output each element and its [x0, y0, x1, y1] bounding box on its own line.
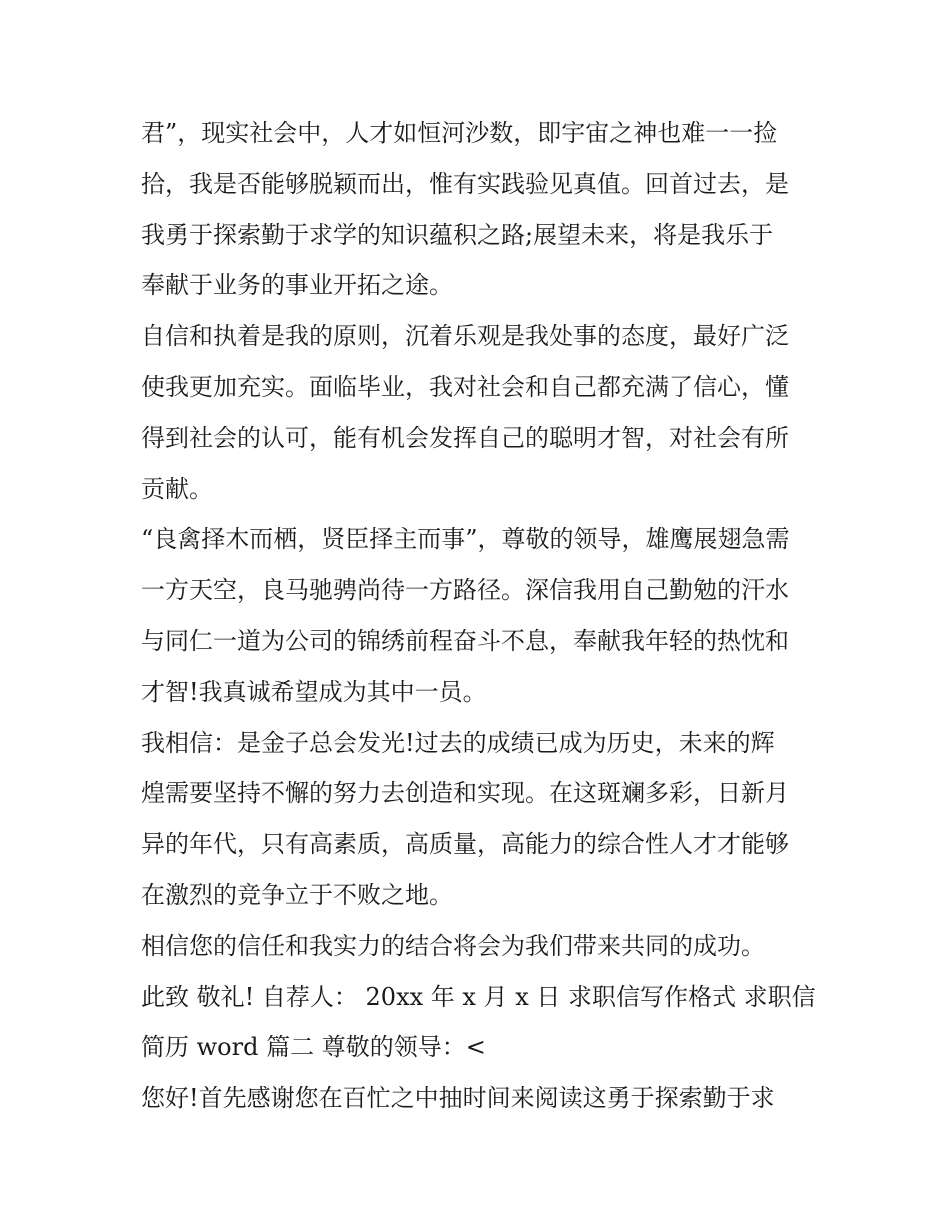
- text-line: 贡献。: [141, 474, 213, 503]
- paragraph-2: [141, 311, 811, 514]
- text-line: 异的年代，只有高素质，高质量，高能力的综合性人才才能够: [141, 830, 789, 859]
- text-line: 在激烈的竞争立于不败之地。: [141, 880, 453, 909]
- text-line: 我勇于探索勤于求学的知识蕴积之路;展望未来，将是我乐于: [141, 220, 774, 249]
- document-body: [141, 108, 816, 1124]
- text-line: 煌需要坚持不懈的努力去创造和实现。在这斑斓多彩，日新月: [141, 779, 789, 808]
- text-line: 自信和执着是我的原则，沉着乐观是我处事的态度，最好广泛: [141, 322, 789, 351]
- text-line: 此致 敬礼! 自荐人： 20xx 年 x 月 x 日 求职信写作格式 求职信: [141, 982, 816, 1011]
- paragraph-5: [141, 921, 811, 972]
- paragraph-3: [141, 514, 811, 717]
- paragraph-1: [141, 108, 811, 311]
- text-line: 君”，现实社会中，人才如恒河沙数，即宇宙之神也难一一捡: [141, 119, 778, 147]
- text-line: 与同仁一道为公司的锦绣前程奋斗不息，奉献我年轻的热忱和: [141, 626, 789, 655]
- text-line: “良禽择木而栖，贤臣择主而事”，尊敬的领导，雄鹰展翅急需: [141, 525, 790, 554]
- text-line: 才智!我真诚希望成为其中一员。: [141, 677, 487, 706]
- text-line: 相信您的信任和我实力的结合将会为我们带来共同的成功。: [141, 931, 765, 960]
- paragraph-7: [141, 1073, 811, 1124]
- paragraph-6: [141, 972, 816, 1074]
- text-line: 简历 word 篇二 尊敬的领导：<: [141, 1033, 486, 1062]
- text-line: 使我更加充实。面临毕业，我对社会和自己都充满了信心，懂: [141, 372, 789, 401]
- text-line: 得到社会的认可，能有机会发挥自己的聪明才智，对社会有所: [141, 423, 789, 452]
- text-line: 一方天空，良马驰骋尚待一方路径。深信我用自己勤勉的汗水: [141, 576, 789, 605]
- text-line: 奉献于业务的事业开拓之途。: [141, 271, 453, 300]
- text-line: 您好!首先感谢您在百忙之中抽时间来阅读这勇于探索勤于求: [141, 1084, 775, 1113]
- text-line: 我相信：是金子总会发光!过去的成绩已成为历史，未来的辉: [141, 728, 775, 757]
- text-line: 拾，我是否能够脱颖而出，惟有实践验见真值。回首过去，是: [141, 169, 789, 198]
- paragraph-4: [141, 718, 811, 921]
